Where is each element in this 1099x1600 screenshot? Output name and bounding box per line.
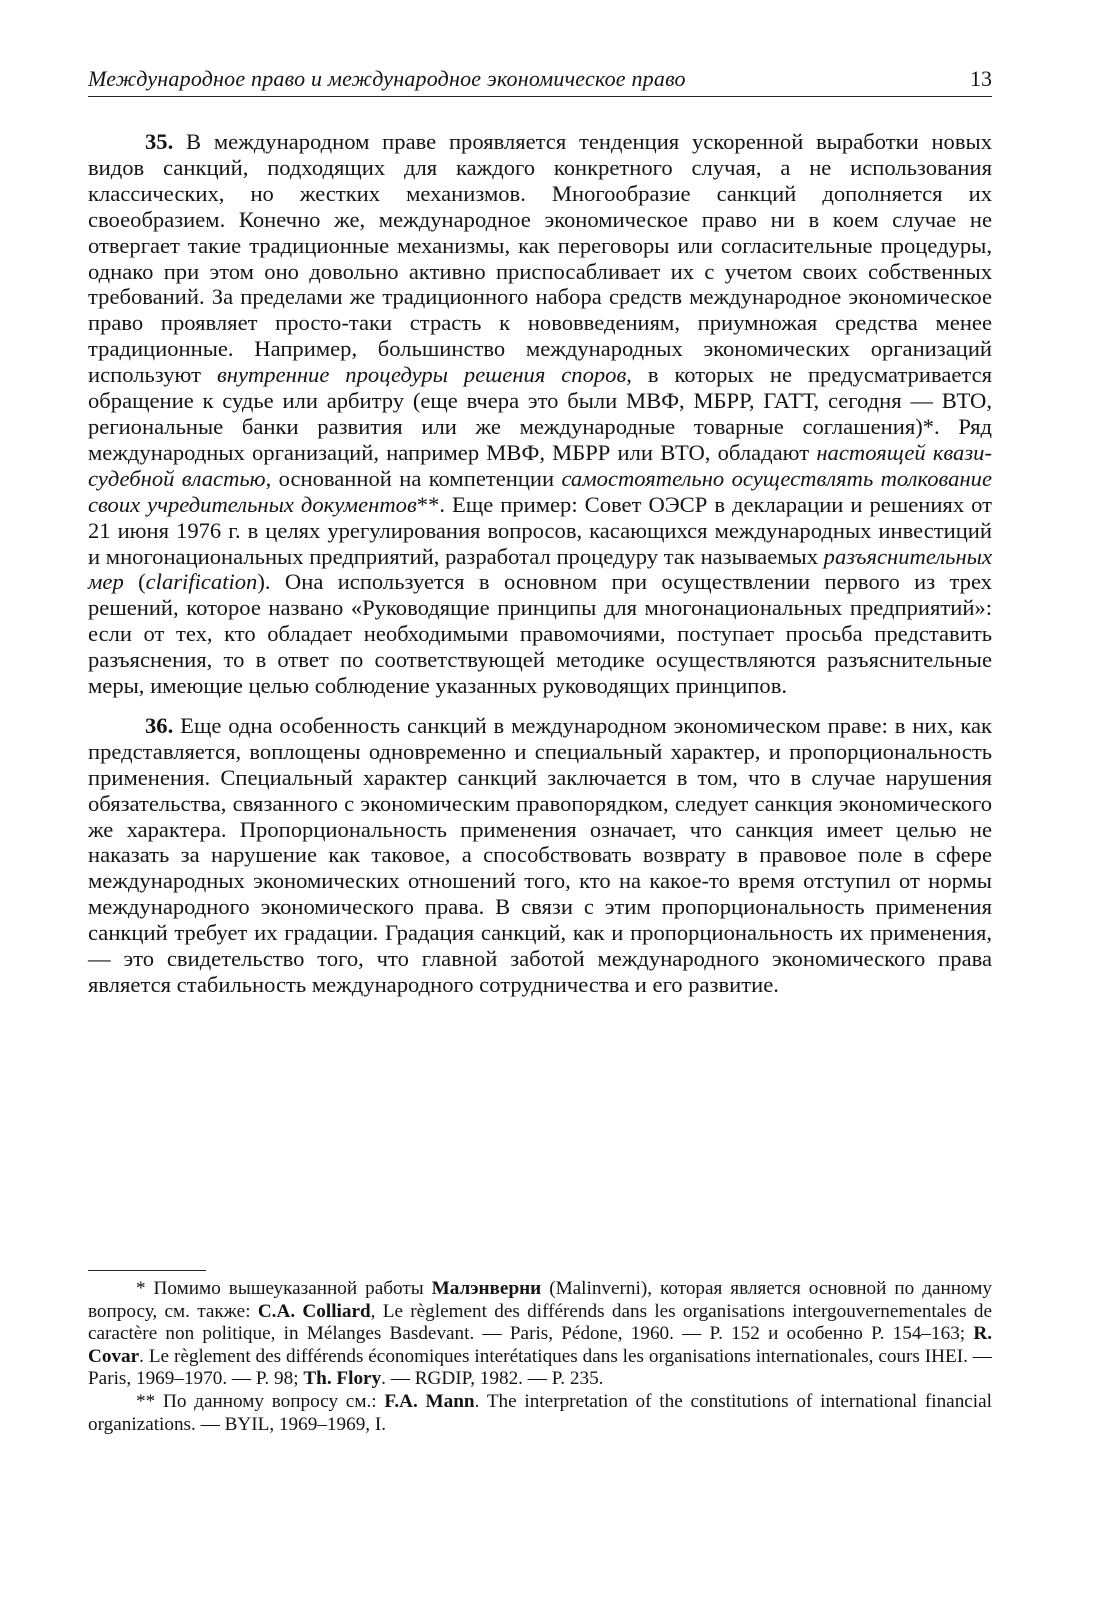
footnote-rule xyxy=(88,1270,206,1271)
paragraph-number: 35. xyxy=(145,129,174,154)
paragraph-35 xyxy=(88,129,992,699)
page-number: 13 xyxy=(970,66,992,91)
author-name: F.A. Mann xyxy=(384,1390,475,1412)
footnote-2 xyxy=(88,1391,992,1436)
text-segment: ( xyxy=(123,569,146,595)
paragraph-36 xyxy=(88,713,992,998)
author-name: Малэнверни xyxy=(431,1278,542,1299)
page xyxy=(88,60,992,998)
text-segment: ** По данному вопросу см.: xyxy=(136,1390,385,1412)
body-text xyxy=(88,129,992,998)
text-segment: Еще одна особенность санкций в международном экономическом праве: в них, как представляется, воплощены одновременно и специальный характер, и пропорциональность применения. Специальный характер санкций заключается в том, что в случае нарушения обязательства, связанного с экономическим правопорядком, следует санкция экономического же характера. Пропорциональность применения означает, что санкция имеет целью не наказать за нарушение как таковое, а способствовать возврату в правовое поле в сфере международных экономических отношений того, кто на какое-то время отступил от нормы международного экономического права. В связи с этим пропорциональность применения санкций требует их градации. Градация санкций, как и пропорциональность их применения, — это свидетельство того, что главной заботой международного экономического права является стабильность международного сотрудничества и его развитие. xyxy=(88,712,992,997)
text-segment: . The interpretation of the constitutions of international financial organizations. — BYIL, 1969–1969, I. xyxy=(88,1390,992,1435)
author-name: C.A. Colliard xyxy=(257,1300,371,1322)
text-segment: . — RGDIP, 1982. — P. 235. xyxy=(381,1368,604,1390)
footnote-1 xyxy=(88,1278,992,1391)
italic-term: разъяснительных мер xyxy=(88,543,992,595)
text-segment: , в которых не предусматривается обращение к судье или арбитру (еще вчера это были МВФ, МБРР, ГАТТ, сегодня — ВТО, региональные банки развития или же международные товарные соглашения)*. Ряд международных организаций, например МВФ, МБРР или ВТО, обладают xyxy=(88,362,993,465)
running-header-title: Международное право и международное экономическое право xyxy=(88,66,686,91)
text-segment: . Le règlement des différends économiques interétatiques dans les organisations internationales, cours IHEI. — Paris, 1969–1970. — P. 98; xyxy=(88,1345,992,1390)
paragraph-number: 36. xyxy=(145,712,174,738)
italic-term: clarification xyxy=(145,569,258,595)
text-segment: , основанной на компетенции xyxy=(265,465,562,491)
text-segment: (Malinverni), которая является основной по данному вопросу, см. также: xyxy=(88,1278,992,1322)
text-segment: * Помимо вышеуказанной работы xyxy=(136,1278,432,1299)
italic-term: настоящей квазисудебной властью xyxy=(88,439,992,491)
italic-term: внутренние процедуры решения споров xyxy=(216,362,627,388)
text-segment: , Le règlement des différends dans les organisations intergouvernementales de caractère non politique, in Mélanges Basdevant. — Paris, Pédone, 1960. — P. 152 и особенно P. 154–163; xyxy=(88,1300,992,1345)
author-name: Th. Flory xyxy=(303,1368,382,1390)
footnotes xyxy=(88,1270,992,1436)
text-segment: **. Еще пример: Совет ОЭСР в декларации и решениях от 21 июня 1976 г. в целях урегулирования вопросов, касающихся международных инвестиций и многонациональных предприятий, разработал процедуру так называемых xyxy=(88,491,992,569)
author-name: R. Covar xyxy=(88,1323,992,1367)
text-segment: В международном праве проявляется тенденция ускоренной выработки новых видов санкций, подходящих для каждого конкретного случая, а не использования классических, но жестких механизмов. Многообразие санкций дополняется их своеобразием. Конечно же, международное экономическое право ни в коем случае не отвергает такие традиционные механизмы, как переговоры или согласительные процедуры, однако при этом оно довольно активно приспосабливает их с учетом своих собственных требований. За пределами же традиционного набора средств международное экономическое право проявляет просто-таки страсть к нововведениям, приумножая средства менее традиционные. Например, большинство международных экономических организаций используют xyxy=(88,129,992,388)
running-header xyxy=(88,60,992,97)
text-segment: ). Она используется в основном при осуществлении первого из трех решений, которое названо «Руководящие принципы для многонациональных предприятий»: если от тех, кто обладает необходимыми правомочиями, поступает просьба представить разъяснения, то в ответ по соответствующей методике осуществляются разъяснительные меры, имеющие целью соблюдение указанных руководящих принципов. xyxy=(88,569,992,699)
italic-term: самостоятельно осуществлять толкование своих учредительных документов xyxy=(88,465,992,517)
